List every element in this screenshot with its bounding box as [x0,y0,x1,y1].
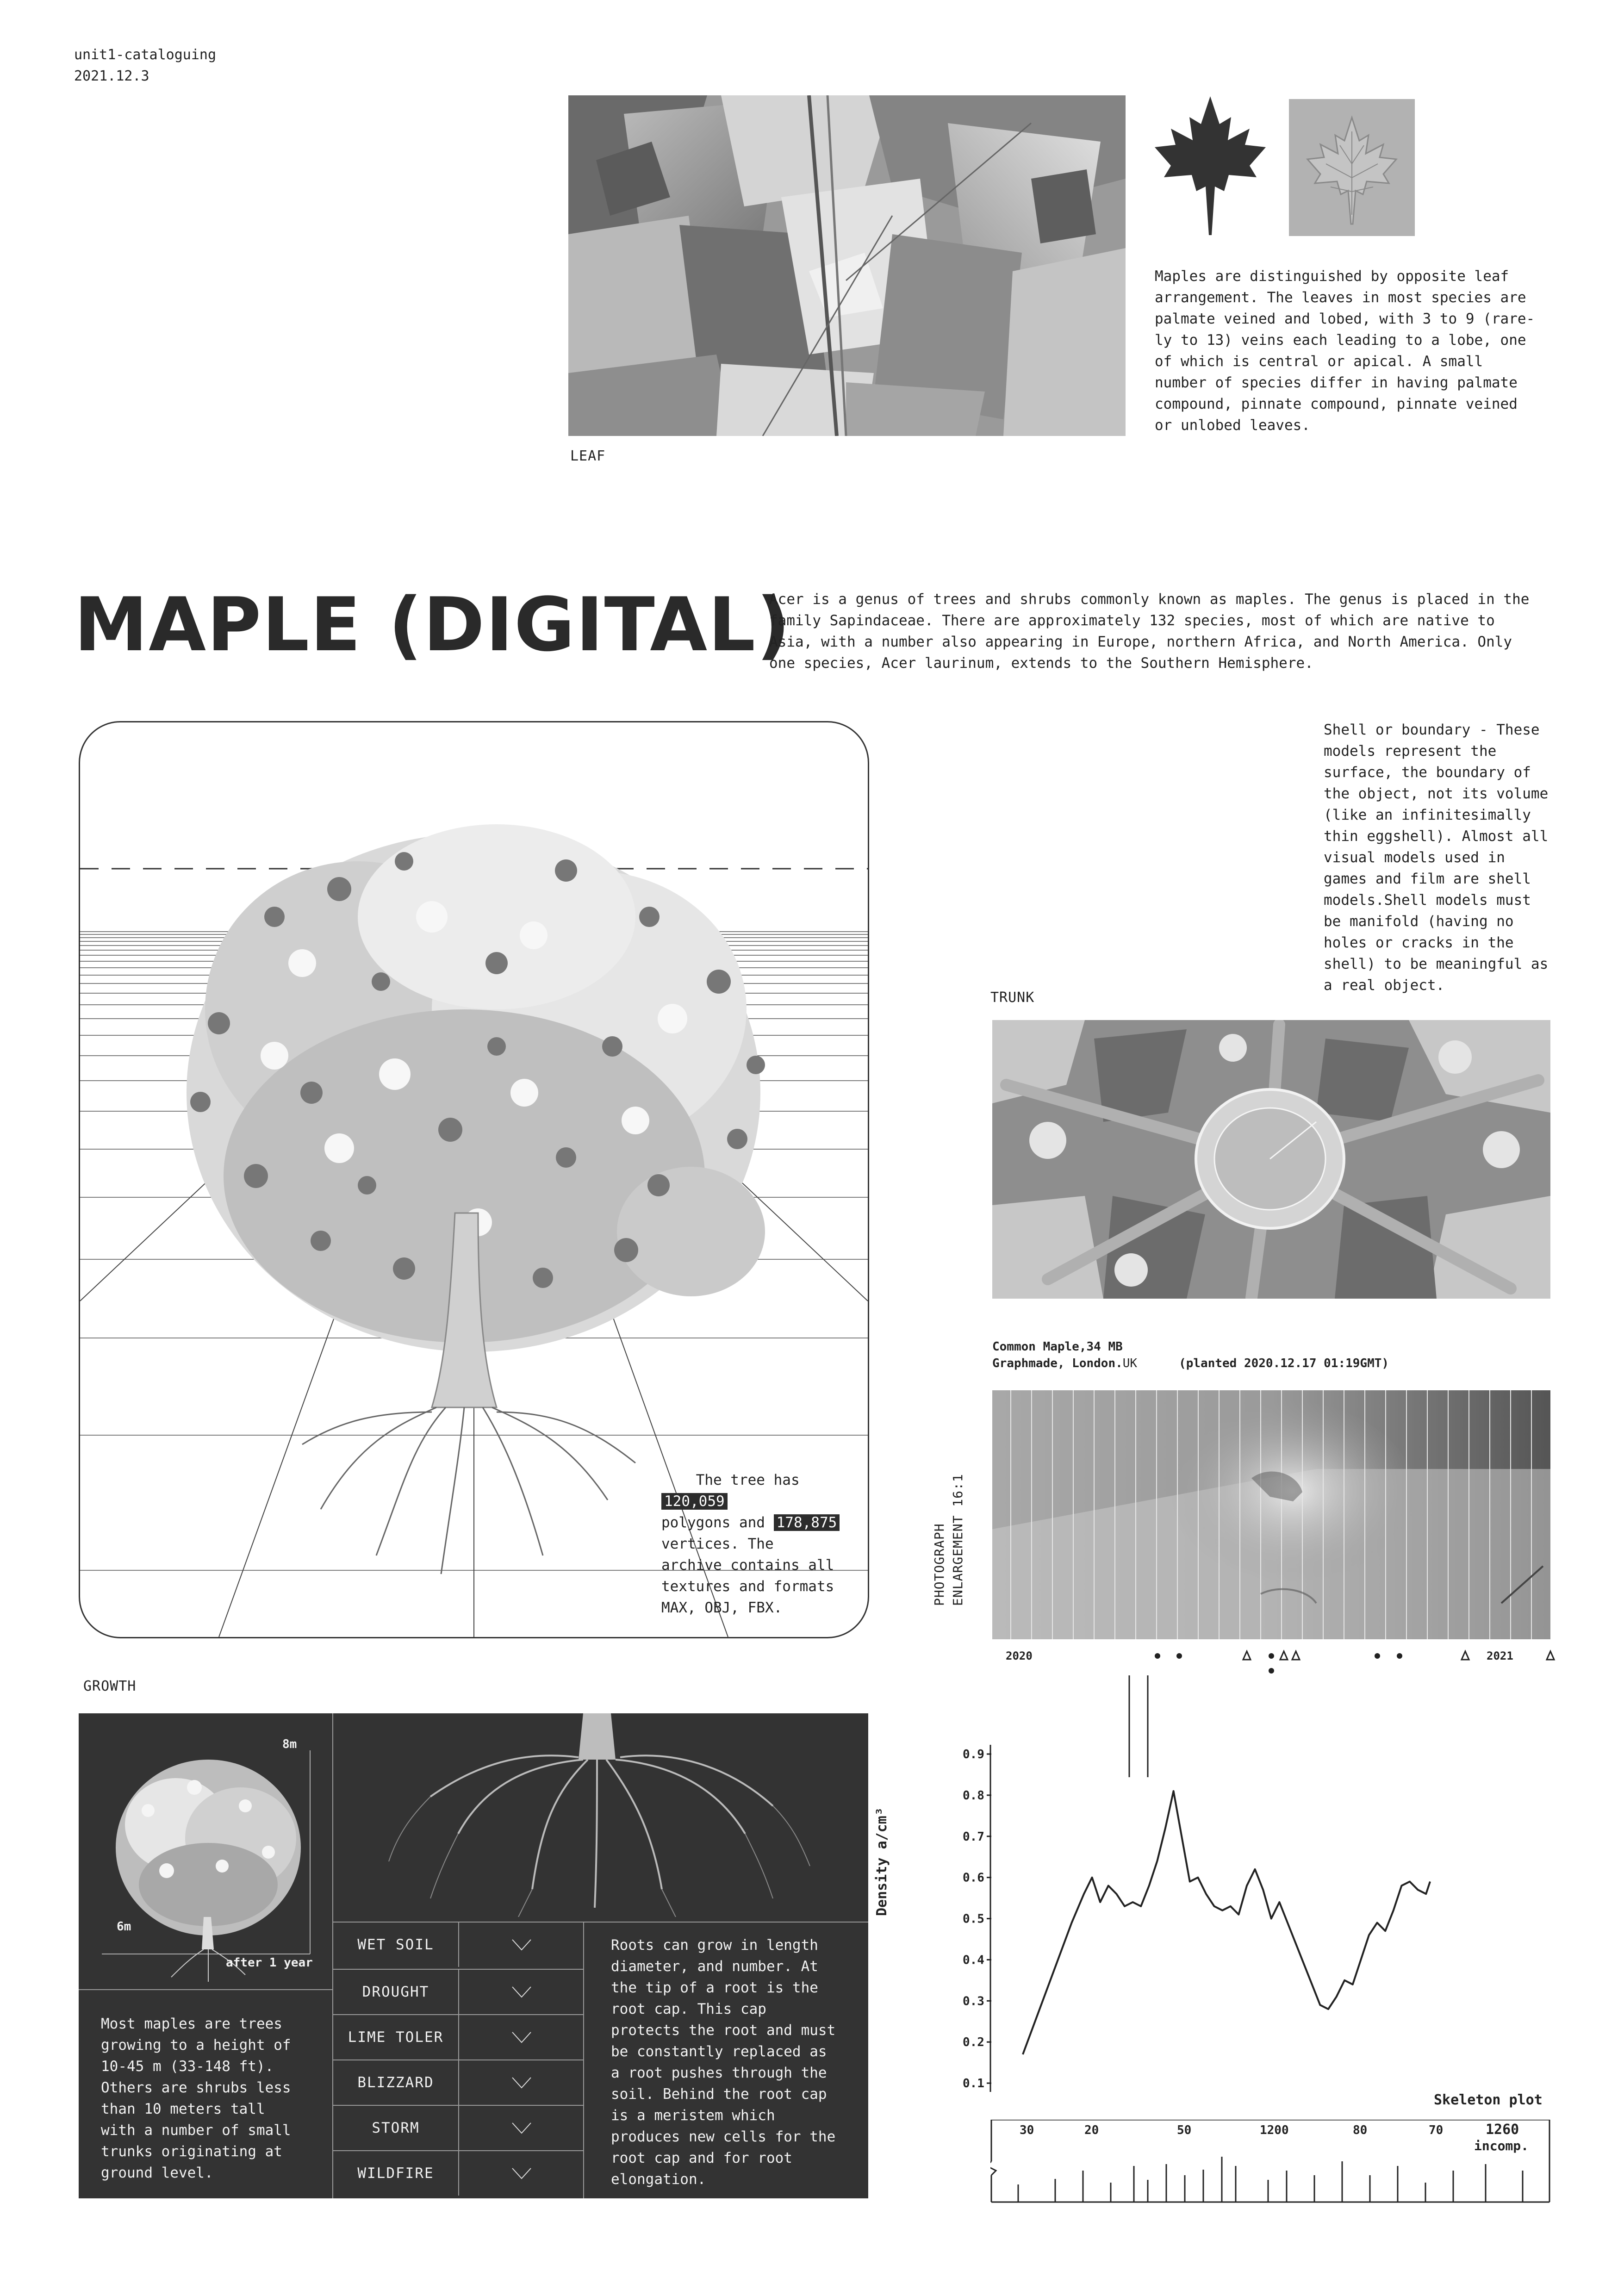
tree-render-panel [79,721,869,1638]
chevron-down-icon[interactable] [458,1970,584,2014]
skeleton-label-50: 50 [1177,2123,1192,2137]
leaf-texture-image [1289,99,1415,236]
skeleton-label-1260: 1260 [1486,2122,1519,2138]
condition-label: DROUGHT [362,1984,429,2000]
intro-text: Acer is a genus of trees and shrubs commonly known as maples. The genus is placed in the family Sapindaceae. There are approximately 132 species, most of which are native to Asia, with a number also appearing in Europe, northern Africa, and North America. Only one species, Acer laurinum, extends to the Southern Hemisphere. [769,591,1530,672]
photo-side-label-1: PHOTOGRAPH [932,1523,947,1606]
shell-description: Shell or boundary - These models represent the surface, the boundary of the object, not its volume (like an infinitesimally thin eggshell). Almost all visual models used in games and film are shell models.Shell models must be manifold (having no holes or cracks in the shell) to be meaningful as a real object. [1324,722,1549,994]
photo-info-line1: Common Maple,34 MB [992,1340,1123,1354]
timeline-end-year: 2021 [1487,1649,1513,1662]
project-name: unit1-cataloguing [74,47,217,63]
photo-side-label-2: ENLARGEMENT 16:1 [950,1474,965,1606]
roots-image [338,1713,865,1917]
density-chart [907,1675,1564,2101]
model-stats-text: The tree has 120,059 polygons and 178,875 vertices. The archive contains all textures and formats MAX, OBJ, FBX. [661,1448,856,1638]
chevron-down-icon[interactable] [458,2106,584,2150]
photo-info-planted: (planted 2020.12.17 01:19GMT) [1179,1356,1389,1370]
enlargement-photo [992,1390,1550,1639]
leaf-render-image [568,95,1126,436]
growth-width-label: 6m [117,1920,131,1934]
photo-info [992,1338,1389,1372]
y-tick-label: 0.5 [963,1912,984,1926]
chevron-down-icon[interactable] [458,2015,584,2060]
condition-label: LIME TOLER [348,2029,444,2046]
condition-label: WILDFIRE [357,2165,434,2182]
condition-row-wet-soil[interactable] [333,1923,583,1967]
chart-ylabel: Density a/cm³ [874,1807,890,1916]
condition-row-storm[interactable] [333,2105,583,2150]
maple-height-text: Most maples are trees growing to a height of 10-45 m (33-148 ft). Others are shrubs less than 10 meters tall with a number of small trunks originating at ground level. [101,2016,291,2181]
conditions-table [333,1923,583,2198]
chevron-down-icon[interactable] [458,1923,584,1967]
root-growth-text: Roots can grow in length diameter, and number. At the tip of a root is the root cap. This cap protects the root and must be constantly replaced as a root pushes through the soil. Behind the root cap is a meristem which produces new cells for the root cap and for root elongation. [611,1937,836,2188]
skeleton-label-70: 70 [1429,2123,1444,2137]
condition-row-wildfire[interactable] [333,2150,583,2196]
timeline-start-year: 2020 [1006,1649,1033,1662]
condition-row-blizzard[interactable] [333,2060,583,2105]
photo-info-studio: Graphmade, London. [992,1356,1123,1370]
trunk-label: TRUNK [990,989,1035,1006]
chevron-down-icon[interactable] [458,2060,584,2105]
condition-row-lime-toler[interactable] [333,2014,583,2060]
trunk-render-image [992,1020,1550,1299]
growth-time-label: after 1 year [226,1956,313,1970]
growth-label: GROWTH [83,1678,137,1694]
density-chart-svg [907,1675,1564,2101]
skeleton-label-30: 30 [1020,2123,1034,2137]
y-tick-label: 0.7 [963,1829,984,1844]
leaf-label: LEAF [570,448,606,464]
condition-label: BLIZZARD [357,2074,434,2091]
y-tick-label: 0.6 [963,1871,984,1885]
page-title: MAPLE (DIGITAL) [74,581,791,668]
y-tick-label: 0.8 [963,1788,984,1803]
project-date: 2021.12.3 [74,68,149,84]
y-tick-label: 0.9 [963,1748,984,1761]
condition-label: WET SOIL [357,1936,434,1953]
maple-leaf-icon [1150,92,1270,235]
y-tick-label: 0.4 [963,1953,984,1967]
y-tick-label: 0.2 [963,2035,984,2050]
y-tick-label: 0.3 [963,1994,984,2009]
leaf-description: Maples are distinguished by opposite leaf arrangement. The leaves in most species are palmate veined and lobed, with 3 to 9 (rare- ly to 13) veins each leading to a lobe, one of which is central or apical. A small number of species differ in having palmate compound, pinnate compound, pinnate veined or unlobed leaves. [1155,268,1535,434]
chevron-down-icon[interactable] [458,2151,584,2196]
growth-divider [79,1989,332,1990]
growth-height-label: 8m [282,1737,297,1751]
skeleton-label-80: 80 [1353,2123,1368,2137]
skeleton-label-20: 20 [1084,2123,1099,2137]
photo-side-label [930,1347,972,1606]
skeleton-incomp: incomp. [1474,2138,1529,2153]
vertex-count: 178,875 [774,1514,840,1531]
skeleton-label-1200: 1200 [1260,2123,1289,2137]
condition-label: STORM [372,2120,420,2136]
polygon-count: 120,059 [661,1493,728,1510]
growth-panel [79,1713,868,2198]
skeleton-title: Skeleton plot [1434,2092,1543,2108]
density-line [1023,1791,1430,2054]
y-tick-label: 0.1 [963,2077,984,2091]
photo-info-country: UK [1122,1356,1138,1370]
condition-row-drought[interactable] [333,1969,583,2014]
growth-tree-image [93,1732,319,1982]
